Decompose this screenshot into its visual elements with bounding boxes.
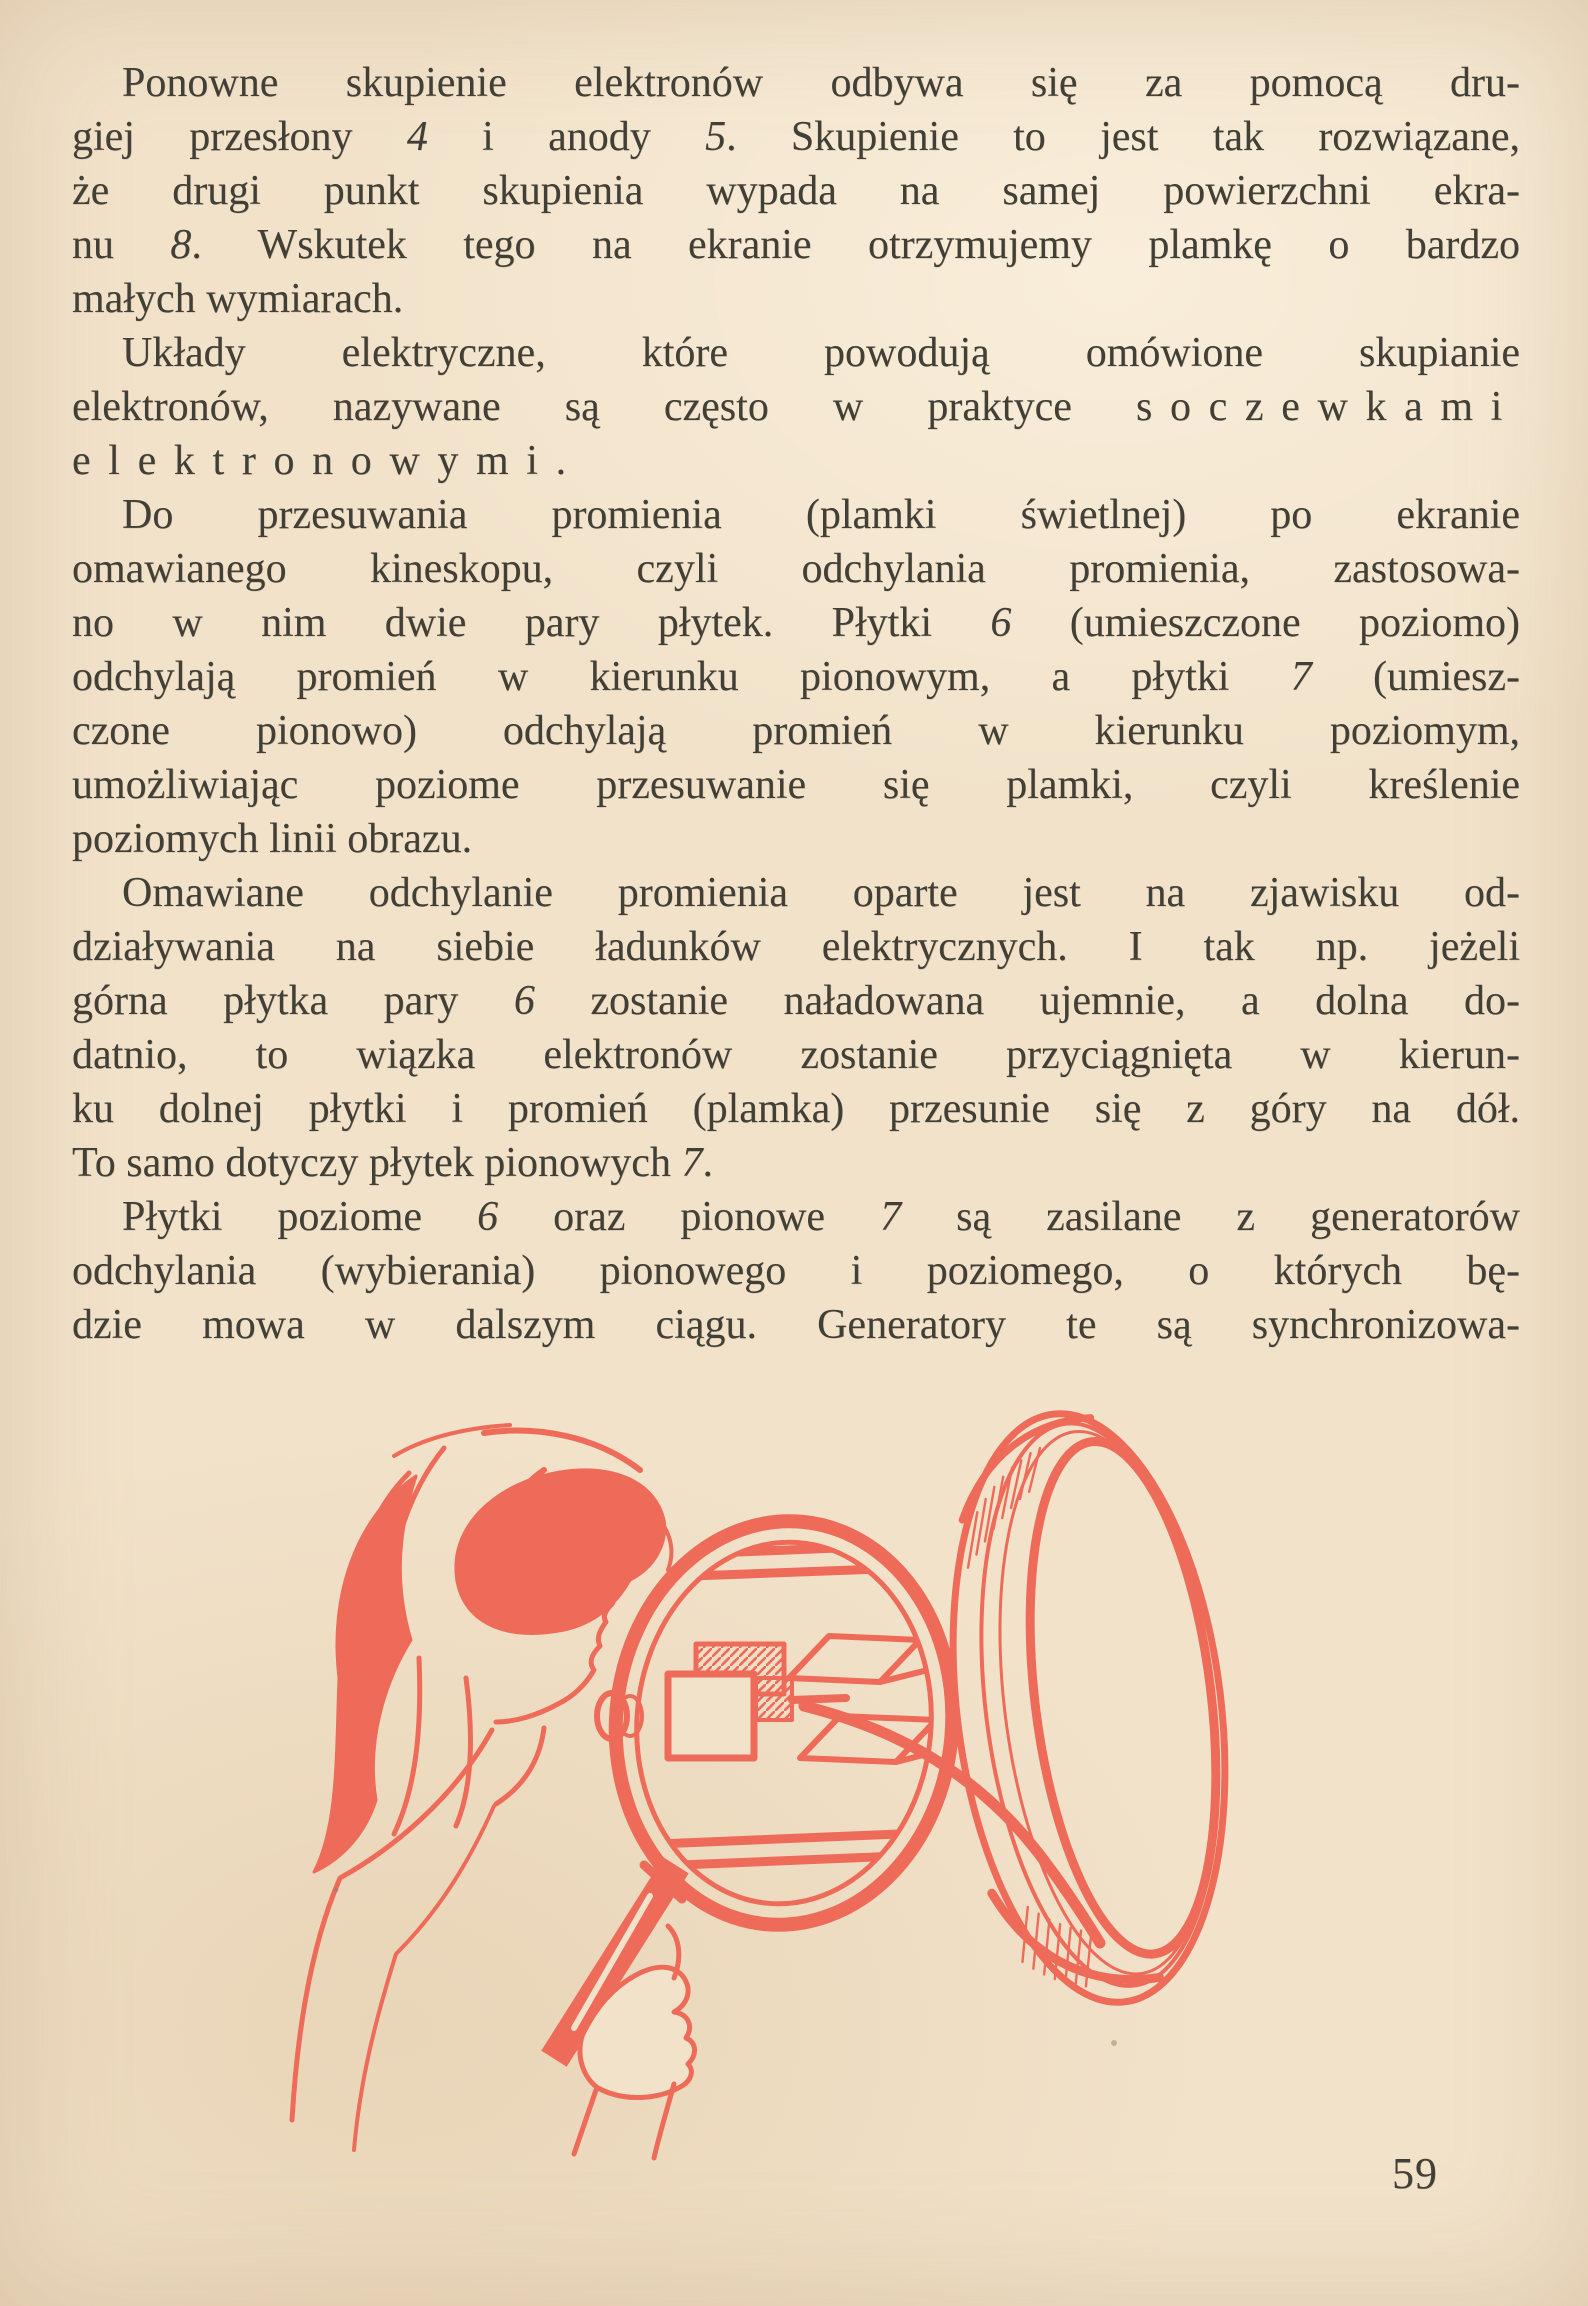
paper-speck — [334, 1888, 339, 1893]
text-line — [72, 920, 1520, 974]
body-text — [72, 56, 1520, 1352]
paragraph — [72, 1190, 1520, 1352]
text-segment: Omawiane odchylanie promienia oparte jest na zjawisku od- — [122, 870, 1520, 916]
text-segment: małych wymiarach. — [72, 276, 404, 322]
text-segment: 4 — [406, 114, 428, 160]
text-segment: 6 — [990, 600, 1012, 646]
text-line — [72, 488, 1520, 542]
text-segment: no w nim dwie pary płytek. Płytki — [72, 600, 991, 646]
paper-speck — [1111, 2040, 1117, 2046]
text-segment: elektronowymi — [72, 438, 556, 484]
text-segment: 7 — [880, 1194, 902, 1240]
text-line — [72, 596, 1520, 650]
text-line — [72, 380, 1520, 434]
text-segment: Układy elektryczne, które powodują omówione skupianie — [122, 330, 1520, 376]
text-segment: . Wskutek tego na ekranie otrzymujemy plamkę o bardzo — [191, 222, 1521, 268]
text-segment: że drugi punkt skupienia wypada na samej powierzchni ekra- — [72, 168, 1520, 214]
text-segment: oraz pionowe — [498, 1194, 881, 1240]
text-line — [72, 110, 1520, 164]
paragraph — [72, 326, 1520, 488]
text-segment: działywania na siebie ładunków elektrycznych. I tak np. jeżeli — [72, 924, 1520, 970]
text-segment: 6 — [477, 1194, 499, 1240]
illustration — [244, 1378, 1344, 2168]
text-segment: Płytki poziome — [122, 1194, 478, 1240]
text-segment: umożliwiając poziome przesuwanie się plamki, czyli kreślenie — [72, 762, 1520, 808]
text-line — [72, 974, 1520, 1028]
crt-screen-face — [1004, 1431, 1242, 1965]
magnifying-glass — [562, 1507, 1100, 2046]
text-segment: dzie mowa w dalszym ciągu. Generatory te są synchronizowa- — [72, 1302, 1520, 1348]
text-segment: 7 — [681, 1140, 703, 1186]
text-segment: są zasilane z generatorów — [901, 1194, 1520, 1240]
text-line — [72, 542, 1520, 596]
text-segment: (umiesz- — [1311, 654, 1520, 700]
text-segment: odchylają promień w kierunku pionowym, a płytki — [72, 654, 1291, 700]
text-line — [72, 164, 1520, 218]
text-line — [72, 1028, 1520, 1082]
text-line — [72, 218, 1520, 272]
text-line — [72, 758, 1520, 812]
text-line — [72, 866, 1520, 920]
text-segment: 8 — [170, 222, 192, 268]
text-line — [72, 650, 1520, 704]
text-segment: soczewkami — [1136, 384, 1520, 430]
hair-front-mass — [456, 1470, 665, 1634]
text-segment: 7 — [1290, 654, 1312, 700]
text-line — [72, 704, 1520, 758]
text-segment: omawianego kineskopu, czyli odchylania promienia, zastosowa- — [72, 546, 1520, 592]
text-line — [72, 1082, 1520, 1136]
text-segment: (umieszczone poziomo) — [1011, 600, 1520, 646]
shoulder-line — [292, 1730, 492, 2120]
paragraph — [72, 56, 1520, 326]
text-segment: Ponowne skupienie elektronów odbywa się za pomocą dru- — [122, 60, 1520, 106]
text-line — [72, 1136, 1520, 1190]
text-segment: giej przesłony — [72, 114, 407, 160]
gun-stem — [792, 1698, 846, 1700]
text-segment: czone pionowo) odchylają promień w kierunku poziomym, — [72, 708, 1520, 754]
text-segment: elektronów, nazywane są często w praktyce — [72, 384, 1137, 430]
text-line — [72, 1190, 1520, 1244]
text-segment: . Skupienie to jest tak rozwiązane, — [726, 114, 1521, 160]
text-line — [72, 272, 1520, 326]
text-segment: . — [555, 438, 567, 484]
text-segment: poziomych linii obrazu. — [72, 816, 473, 862]
text-segment: zostanie naładowana ujemnie, a dolna do- — [534, 978, 1520, 1024]
page-number: 59 — [1392, 2149, 1438, 2198]
paragraph — [72, 866, 1520, 1190]
text-segment: górna płytka pary — [72, 978, 514, 1024]
woman-magnifier-crt-drawing — [244, 1378, 1344, 2168]
hand — [574, 1926, 695, 2158]
text-segment: 6 — [513, 978, 535, 1024]
text-segment: i anody — [427, 114, 706, 160]
text-line — [72, 326, 1520, 380]
text-segment: Do przesuwania promienia (plamki świetlnej) po ekranie — [122, 492, 1520, 538]
text-line — [72, 434, 1520, 488]
text-segment: . — [702, 1140, 713, 1186]
text-segment: 5 — [705, 114, 727, 160]
text-line — [72, 1244, 1520, 1298]
wrist-line — [574, 2090, 596, 2154]
neck-line — [496, 1728, 544, 1804]
electron-gun-body — [668, 1674, 754, 1758]
text-line — [72, 812, 1520, 866]
text-line — [72, 56, 1520, 110]
text-segment: odchylania (wybierania) pionowego i poziomego, o których bę- — [72, 1248, 1520, 1294]
text-segment: ku dolnej płytki i promień (plamka) przesunie się z góry na dół. — [72, 1086, 1520, 1132]
text-segment: datnio, to wiązka elektronów zostanie przyciągnięta w kierun- — [72, 1032, 1520, 1078]
text-segment: nu — [72, 222, 171, 268]
text-segment: To samo dotyczy płytek pionowych — [72, 1140, 682, 1186]
text-line — [72, 1298, 1520, 1352]
paragraph — [72, 488, 1520, 866]
